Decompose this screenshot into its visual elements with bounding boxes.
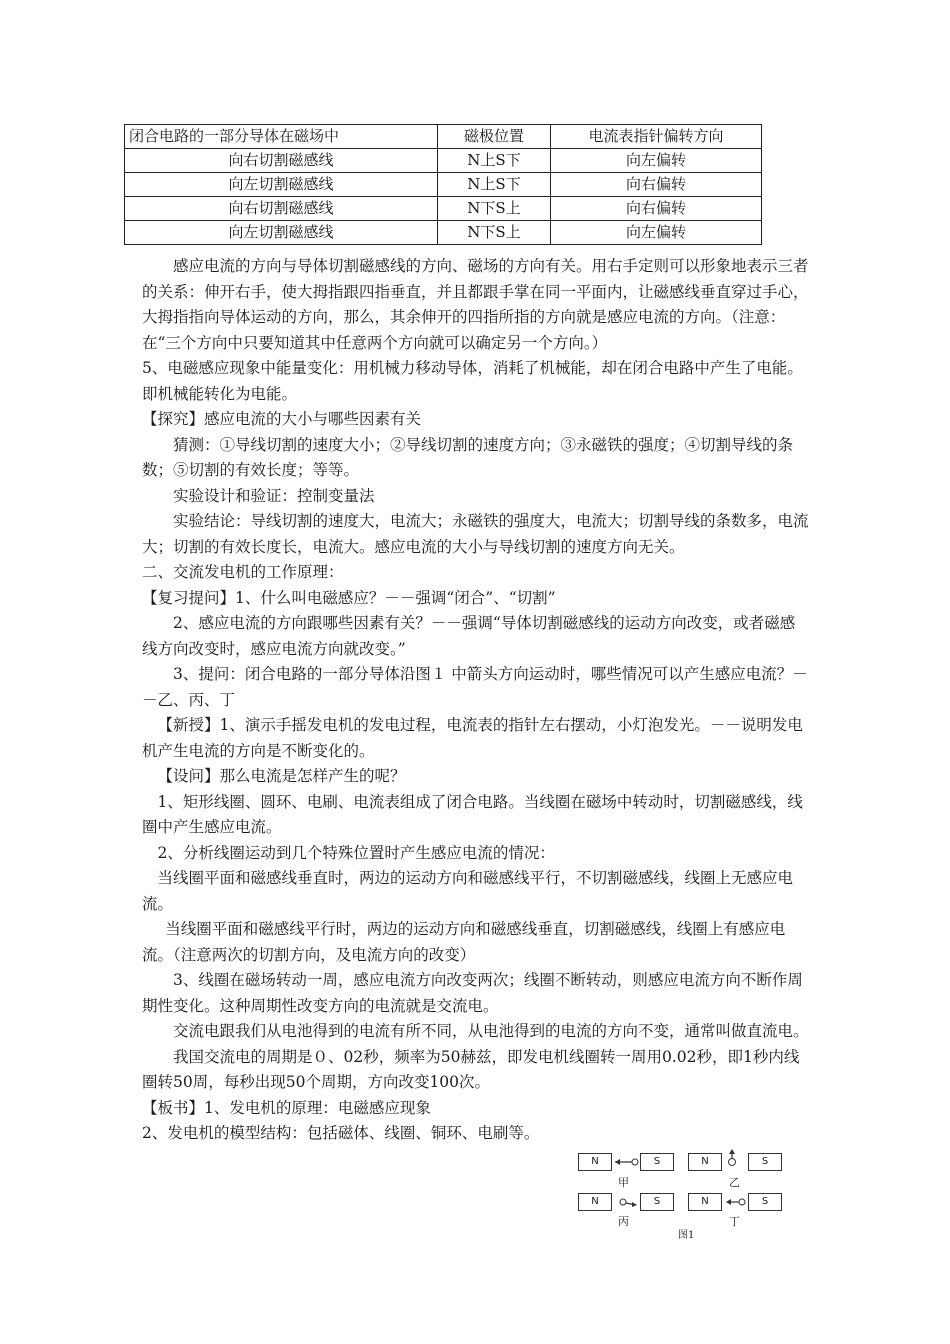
magnet-north: N — [688, 1193, 722, 1211]
table-header-cell: 闭合电路的一部分导体在磁场中 — [125, 125, 438, 149]
paragraph-perpendicular: 当线圈平面和磁感线垂直时，两边的运动方向和磁感线平行，不切割磁感线，线圈上无感应电流。 — [142, 869, 794, 913]
paragraph-method: 实验设计和验证：控制变量法 — [173, 486, 375, 505]
conductor-arrow-icon — [723, 1190, 749, 1210]
magnet-south: S — [640, 1193, 674, 1211]
magnet-north: N — [578, 1153, 612, 1171]
figure-label: 丁 — [729, 1215, 740, 1228]
table-cell: N下S上 — [438, 221, 551, 245]
table-cell: 向左偏转 — [551, 221, 762, 245]
figure-caption: 图1 — [678, 1230, 695, 1241]
paragraph-new-lesson: 【新授】1、演示手摇发电机的发电过程，电流表的指针左右摆动，小灯泡发光。－－说明发电机产生电流的方向是不断变化的。 — [142, 716, 803, 760]
table-cell: 向右切割磁感线 — [125, 149, 438, 173]
table-cell: 向右偏转 — [551, 197, 762, 221]
paragraph-board-1: 【板书】1、发电机的原理：电磁感应现象 — [142, 1098, 431, 1117]
paragraph-closed-circuit: 1、矩形线圈、圆环、电刷、电流表组成了闭合电路。当线圈在磁场中转动时，切割磁感线，线圈中产生感应电流。 — [142, 792, 803, 836]
conductor-arrow-icon — [616, 1194, 640, 1210]
figure-label: 甲 — [618, 1176, 629, 1189]
paragraph-right-hand-rule: 感应电流的方向与导体切割磁感线的方向、磁场的方向有关。用右手定则可以形象地表示三者的关系：伸开右手，使大拇指跟四指垂直，并且都跟手掌在同一平面内，让磁感线垂直穿过手心，大拇指指向导体运动的方向，那么，其余伸开的四指所指的方向就是感应电流的方向。（注意：在“三个方向中只要知道其中任意两个方向就可以确定另一个方向。） — [142, 257, 809, 352]
table-cell: N下S上 — [438, 197, 551, 221]
figure-label: 乙 — [729, 1176, 740, 1189]
paragraph-parallel: 当线圈平面和磁感线平行时，两边的运动方向和磁感线垂直，切割磁感线，线圈上有感应电流。（注意两次的切割方向，及电流方向的改变） — [142, 920, 786, 964]
table-header-cell: 电流表指针偏转方向 — [551, 125, 762, 149]
section-heading: 二、交流发电机的工作原理： — [142, 563, 344, 581]
heading-explore: 【探究】感应电流的大小与哪些因素有关 — [142, 410, 422, 428]
paragraph-dc: 交流电跟我们从电池得到的电流有所不同，从电池得到的电流的方向不变，通常叫做直流电。 — [173, 1022, 809, 1040]
paragraph-conclusion: 实验结论：导线切割的速度大，电流大；永磁铁的强度大，电流大；切割导线的条数多，电流大；切割的有效长度长，电流大。感应电流的大小与导线切割的速度方向无关。 — [142, 512, 809, 556]
magnet-south: S — [640, 1153, 674, 1171]
table-cell: 向右偏转 — [551, 173, 762, 197]
table-row — [125, 173, 762, 197]
table-cell: 向右切割磁感线 — [125, 197, 438, 221]
table-row — [125, 149, 762, 173]
paragraph-frequency: 我国交流电的周期是０、02秒，频率为50赫兹，即发电机线圈转一周用0.02秒，即1秒内线圈转50周，每秒出现50个周期，方向改变100次。 — [142, 1047, 800, 1091]
paragraph-question: 【设问】那么电流是怎样产生的呢？ — [157, 767, 406, 785]
table-row — [125, 197, 762, 221]
table-header-row — [125, 125, 762, 149]
paragraph-ac: 3、线圈在磁场转动一周，感应电流方向改变两次；线圈不断转动，则感应电流方向不断作周期性变化。这种周期性改变方向的电流就是交流电。 — [142, 971, 803, 1015]
table-cell: 向左偏转 — [551, 149, 762, 173]
table-cell: 向左切割磁感线 — [125, 221, 438, 245]
paragraph-guess: 猜测：①导线切割的速度大小；②导线切割的速度方向；③永磁铁的强度；④切割导线的条数；⑤切割的有效长度；等等。 — [142, 435, 794, 479]
paragraph-review-3: 3、提问：闭合电路的一部分导体沿图１ 中箭头方向运动时，哪些情况可以产生感应电流？－－乙、丙、丁 — [142, 665, 808, 709]
table-cell: N上S下 — [438, 149, 551, 173]
table-row — [125, 221, 762, 245]
magnet-south: S — [748, 1153, 782, 1171]
paragraph-board-2: 2、发电机的模型结构：包括磁体、线圈、铜环、电刷等。 — [142, 1124, 540, 1142]
body-text — [142, 254, 810, 1147]
paragraph-positions: 2、分析线圈运动到几个特殊位置时产生感应电流的情况： — [157, 843, 555, 862]
magnet-south: S — [748, 1193, 782, 1211]
figure-label: 丙 — [618, 1215, 629, 1228]
table-cell: 向左切割磁感线 — [125, 173, 438, 197]
paragraph-review-1: 【复习提问】1、什么叫电磁感应？－－强调“闭合”、“切割” — [142, 588, 556, 607]
paragraph-energy: 5、电磁感应现象中能量变化：用机械力移动导体，消耗了机械能，却在闭合电路中产生了电能。即机械能转化为电能。 — [142, 359, 803, 403]
magnet-north: N — [688, 1153, 722, 1171]
magnet-north: N — [578, 1193, 612, 1211]
paragraph-review-2: 2、感应电流的方向跟哪些因素有关？－－强调“导体切割磁感线的运动方向改变，或者磁感线方向改变时，感应电流方向就改变。” — [142, 614, 796, 658]
table-cell: N上S下 — [438, 173, 551, 197]
conductor-arrow-icon — [725, 1148, 739, 1170]
figure-1 — [578, 1150, 788, 1240]
conductor-arrow-icon — [612, 1155, 642, 1169]
table-header-cell: 磁极位置 — [438, 125, 551, 149]
induction-table — [124, 124, 762, 245]
